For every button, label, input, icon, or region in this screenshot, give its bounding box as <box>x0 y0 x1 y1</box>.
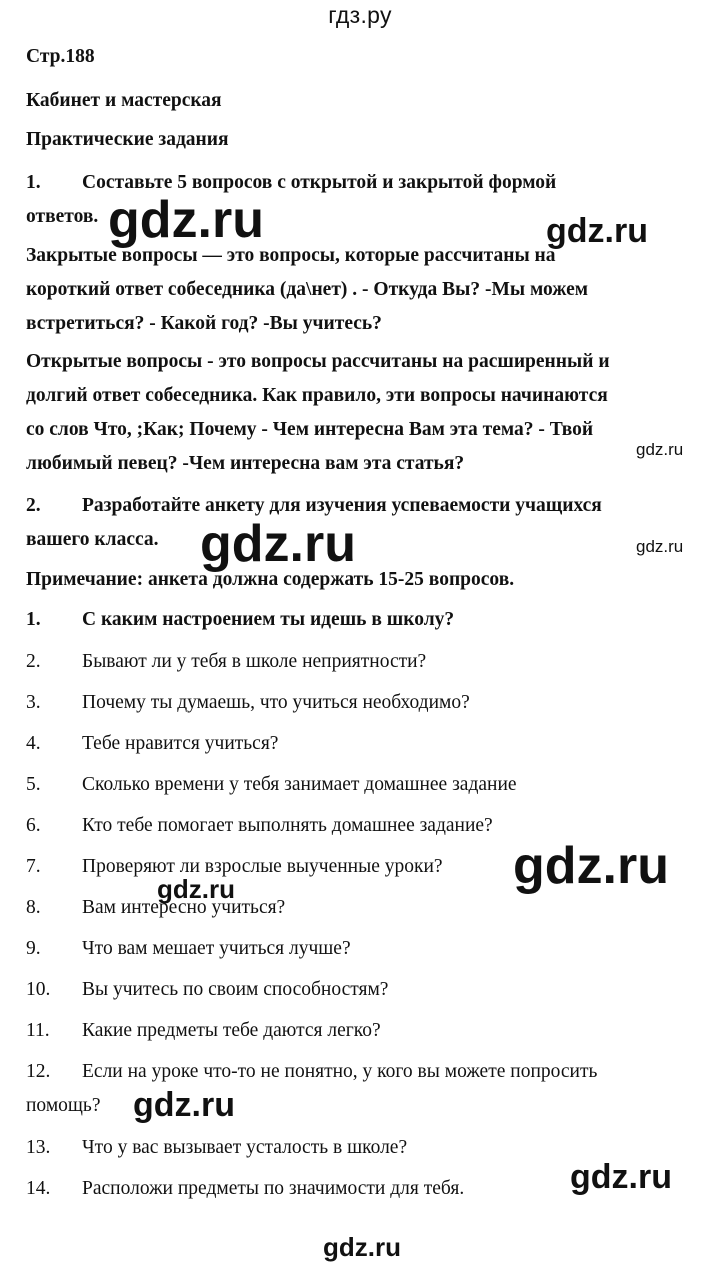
section-title: Кабинет и мастерская <box>26 90 222 111</box>
question-number: 5. <box>26 774 41 795</box>
open-questions-line1: Открытые вопросы - это вопросы рассчитаны на расширенный и <box>26 351 610 372</box>
watermark: gdz.ru <box>546 212 648 250</box>
question-number: 12. <box>26 1061 51 1082</box>
task1-number: 1. <box>26 172 41 193</box>
task1-line2: ответов. <box>26 206 99 227</box>
watermark: gdz.ru <box>570 1158 672 1196</box>
question-number: 9. <box>26 938 41 959</box>
question-text: Что у вас вызывает усталость в школе? <box>82 1137 408 1158</box>
question-text: Расположи предметы по значимости для тебя. <box>82 1178 465 1199</box>
open-questions-line4: любимый певец? -Чем интересна вам эта статья? <box>26 453 465 474</box>
question-text: Кто тебе помогает выполнять домашнее задание? <box>82 815 493 836</box>
task2-number: 2. <box>26 495 41 516</box>
task1-line1: Составьте 5 вопросов с открытой и закрытой формой <box>82 172 557 193</box>
note: Примечание: анкета должна содержать 15-25 вопросов. <box>26 569 515 590</box>
question-text: Что вам мешает учиться лучше? <box>82 938 351 959</box>
question-text: Вы учитесь по своим способностям? <box>82 979 389 1000</box>
task2-line1: Разработайте анкету для изучения успеваемости учащихся <box>82 495 602 516</box>
watermark: gdz.ru <box>636 537 684 556</box>
question-text: Вам интересно учиться? <box>82 897 286 918</box>
question-number: 6. <box>26 815 41 836</box>
question-continuation: помощь? <box>26 1095 101 1116</box>
watermark: gdz.ru <box>157 874 235 904</box>
question-number: 1. <box>26 609 41 630</box>
question-number: 2. <box>26 651 41 672</box>
watermark: gdz.ru <box>636 440 684 459</box>
question-text: С каким настроением ты идешь в школу? <box>82 609 455 630</box>
closed-questions-line2: короткий ответ собеседника (да\нет) . - Откуда Вы? -Мы можем <box>26 279 589 300</box>
question-number: 14. <box>26 1178 51 1199</box>
question-text: Почему ты думаешь, что учиться необходимо? <box>82 692 470 713</box>
task2-line2: вашего класса. <box>26 529 159 550</box>
watermark: gdz.ru <box>133 1086 235 1124</box>
question-number: 11. <box>26 1020 50 1041</box>
closed-questions-line3: встретиться? - Какой год? -Вы учитесь? <box>26 313 382 334</box>
question-number: 13. <box>26 1137 51 1158</box>
question-text: Какие предметы тебе даются легко? <box>82 1020 381 1041</box>
watermark: gdz.ru <box>200 515 356 573</box>
question-text: Если на уроке что-то не понятно, у кого вы можете попросить <box>82 1061 598 1082</box>
open-questions-line3: со слов Что, ;Как; Почему - Чем интересна Вам эта тема? - Твой <box>26 419 594 440</box>
question-number: 8. <box>26 897 41 918</box>
question-text: Сколько времени у тебя занимает домашнее задание <box>82 774 517 795</box>
question-text: Бывают ли у тебя в школе неприятности? <box>82 651 427 672</box>
watermark: gdz.ru <box>108 191 264 249</box>
open-questions-line2: долгий ответ собеседника. Как правило, эти вопросы начинаются <box>26 385 608 406</box>
question-text: Тебе нравится учиться? <box>82 733 279 754</box>
watermark: gdz.ru <box>323 1232 401 1262</box>
question-number: 4. <box>26 733 41 754</box>
watermark: gdz.ru <box>513 837 669 895</box>
question-number: 10. <box>26 979 51 1000</box>
closed-questions-line1: Закрытые вопросы — это вопросы, которые рассчитаны на <box>26 245 556 266</box>
site-header: гдз.ру <box>328 2 392 28</box>
page-ref: Стр.188 <box>26 46 95 67</box>
question-number: 7. <box>26 856 41 877</box>
question-text: Проверяют ли взрослые выученные уроки? <box>82 856 443 877</box>
question-number: 3. <box>26 692 41 713</box>
section-subtitle: Практические задания <box>26 129 229 150</box>
